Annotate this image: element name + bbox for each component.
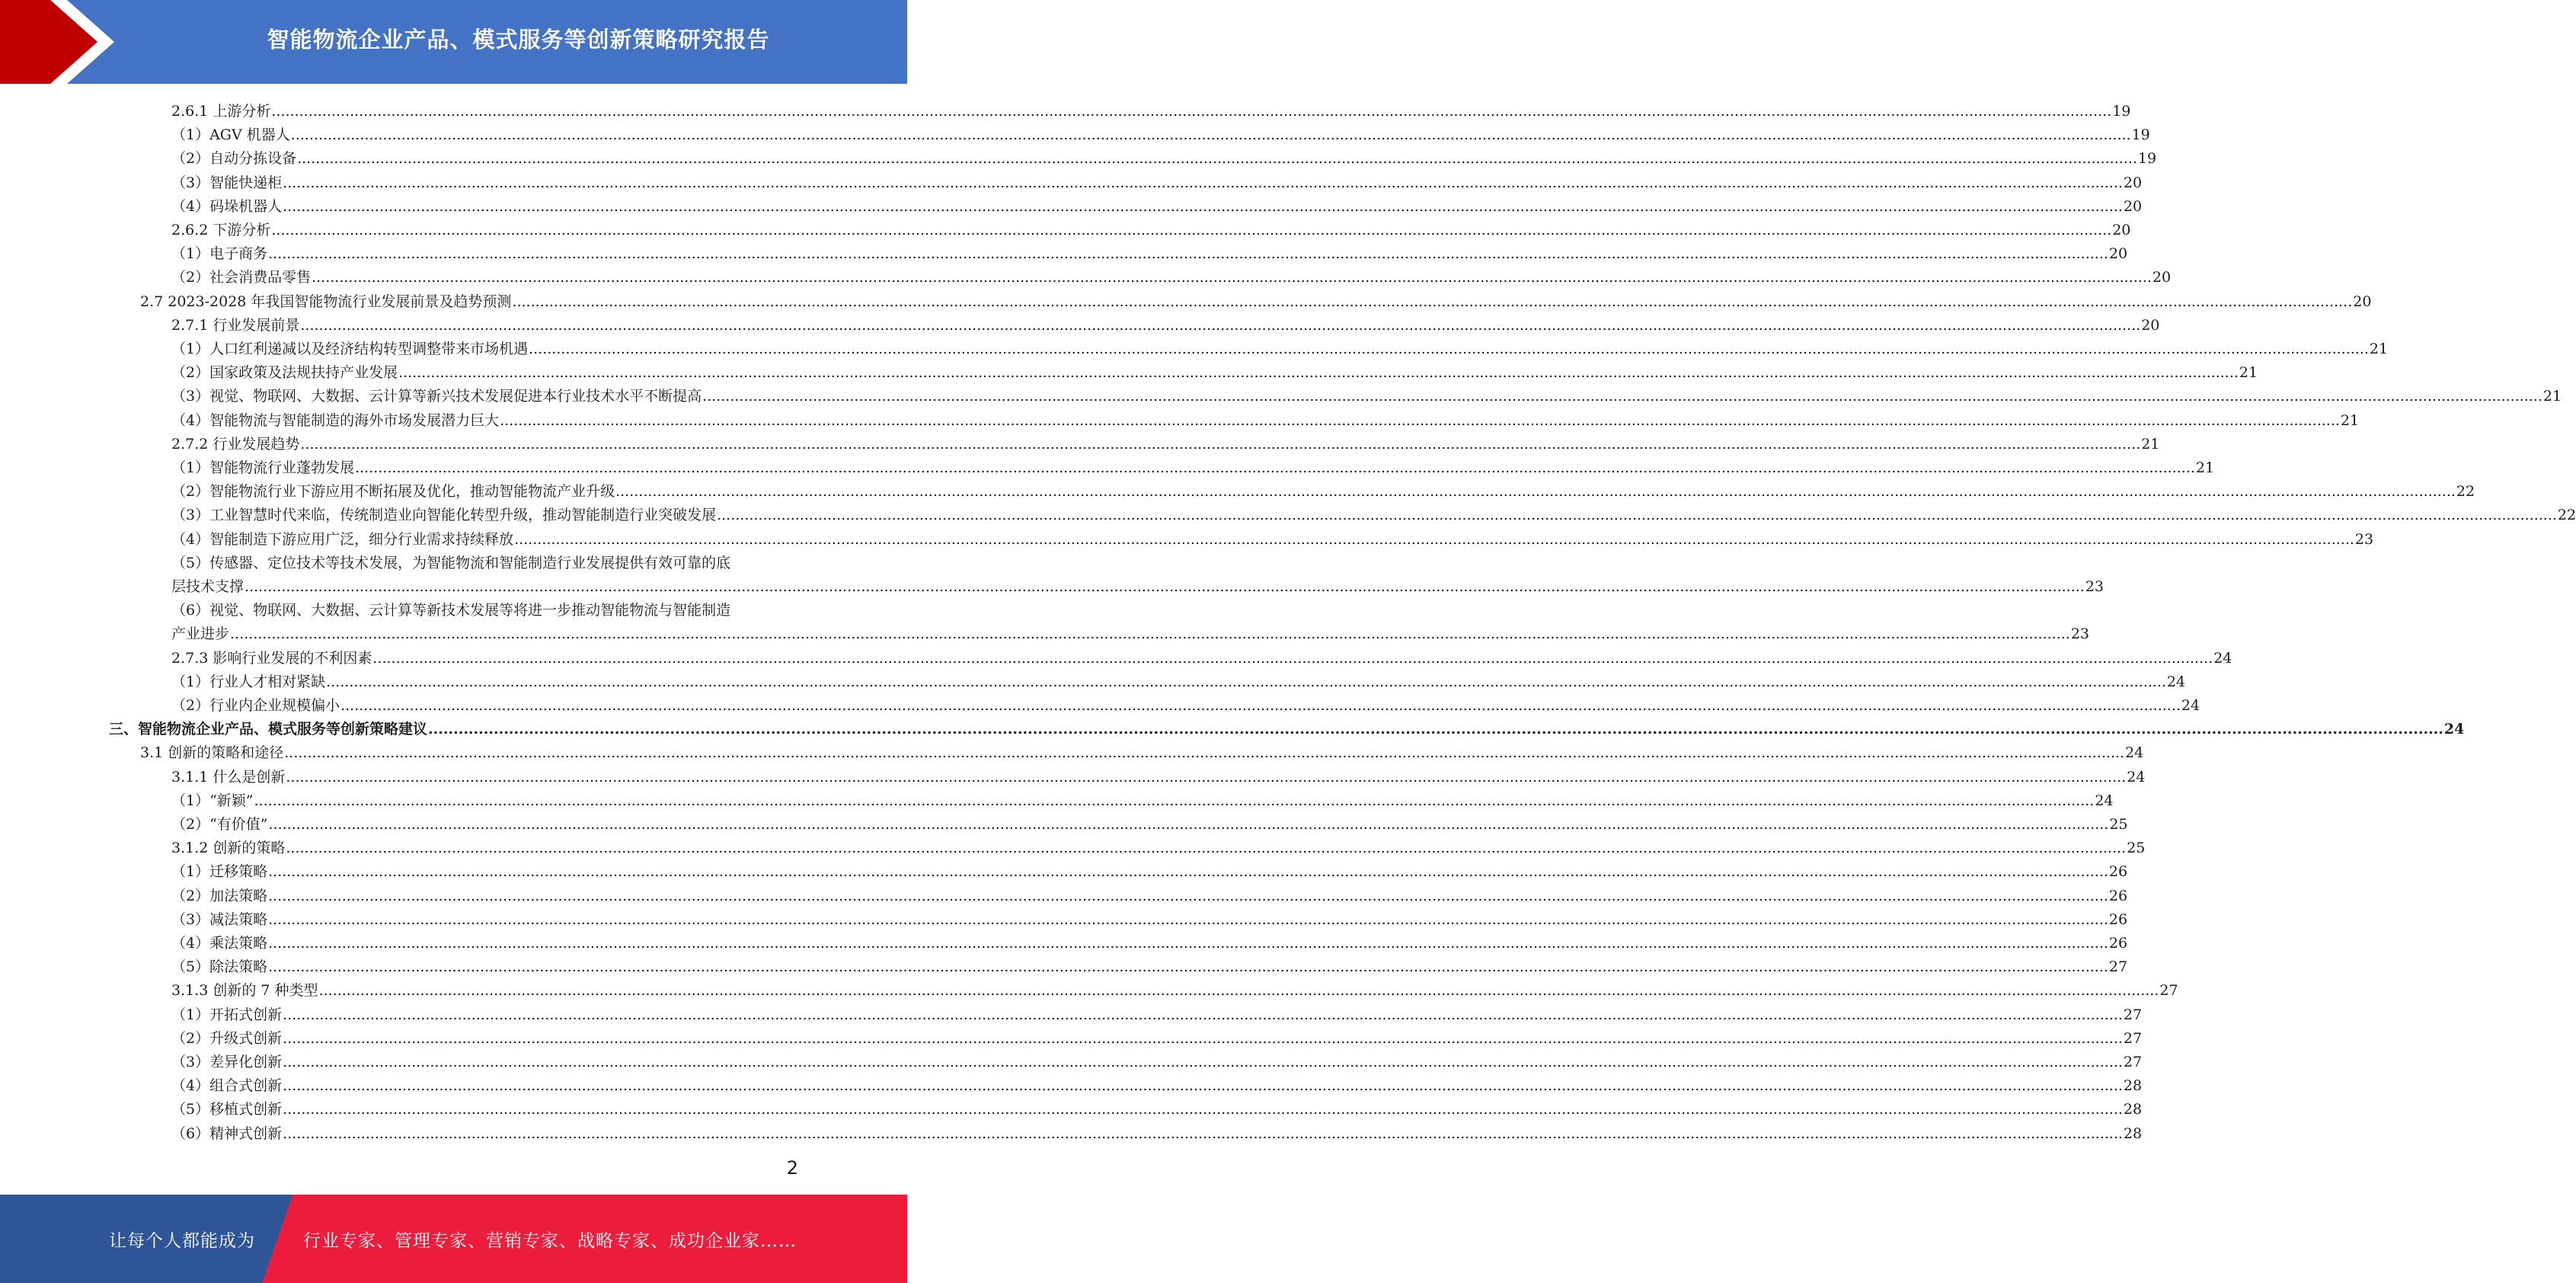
toc-entry-label: （3）视觉、物联网、大数据、云计算等新兴技术发展促进本行业技术水平不断提高	[171, 388, 702, 405]
toc-leader-dots: ................................................................................................................................................................................................................................................................................................................................................................................................................	[318, 982, 2159, 1000]
toc-entry-label: （2）行业内企业规模偏小	[171, 697, 340, 714]
toc-entry-label: （1）人口红利递减以及经济结构转型调整带来市场机遇	[171, 341, 529, 357]
toc-entry-label: 2.6.1 上游分析	[171, 103, 271, 120]
toc-entry-label: （1）迁移策略	[171, 863, 268, 881]
toc-page-number: 21	[2239, 364, 2258, 382]
toc-entry[interactable]	[171, 358, 2258, 382]
toc-page-number: 24	[2166, 673, 2186, 690]
toc-entry[interactable]	[171, 833, 2146, 857]
toc-entry[interactable]	[171, 691, 2200, 715]
toc-entry-label: （5）除法策略	[171, 958, 268, 976]
toc-leader-dots: ................................................................................................................................................................................................................................................................................................................................................................................................................	[529, 341, 2369, 357]
toc-entry-label: （5）移植式创新	[171, 1101, 283, 1118]
toc-page-number: 21	[2340, 411, 2360, 429]
toc-entry-label: （3）差异化创新	[171, 1054, 283, 1070]
page-header	[0, 0, 907, 84]
toc-page-number: 23	[2085, 578, 2105, 595]
toc-entry-label: 3.1.3 创新的 7 种类型	[171, 982, 318, 1000]
toc-entry-label: （1）电子商务	[171, 245, 268, 263]
toc-leader-dots: ................................................................................................................................................................................................................................................................................................................................................................................................................	[326, 673, 2166, 690]
toc-leader-dots: ................................................................................................................................................................................................................................................................................................................................................................................................................	[283, 1125, 2123, 1142]
toc-page-number: 24	[2095, 792, 2114, 809]
toc-entry[interactable]	[171, 334, 2389, 358]
toc-entry-label: （2）升级式创新	[171, 1029, 283, 1047]
toc-entry[interactable]	[109, 715, 2465, 738]
toc-entry[interactable]	[171, 667, 2186, 691]
toc-entry-label: （3）工业智慧时代来临，传统制造业向智能化转型升级，推动智能制造行业突破发展	[171, 507, 717, 524]
toc-entry-label: 2.6.2 下游分析	[171, 222, 271, 238]
toc-page-number: 20	[2112, 222, 2131, 238]
toc-leader-dots: ................................................................................................................................................................................................................................................................................................................................................................................................................	[284, 744, 2125, 762]
toc-leader-dots: ................................................................................................................................................................................................................................................................................................................................................................................................................	[268, 910, 2108, 928]
toc-entry-label: （2）加法策略	[171, 887, 268, 904]
toc-entry[interactable]	[171, 786, 2114, 810]
toc-entry[interactable]	[171, 644, 2232, 667]
toc-leader-dots: ................................................................................................................................................................................................................................................................................................................................................................................................................	[244, 578, 2085, 595]
toc-entry[interactable]	[171, 952, 2128, 976]
toc-entry[interactable]	[171, 430, 2160, 453]
toc-entry[interactable]	[171, 549, 797, 572]
toc-leader-dots: ................................................................................................................................................................................................................................................................................................................................................................................................................	[283, 1006, 2123, 1023]
toc-page-number: 19	[2137, 150, 2157, 168]
toc-entry-label: （3）减法策略	[171, 910, 268, 928]
toc-entry[interactable]	[171, 239, 2128, 263]
toc-page-number: 20	[2108, 245, 2128, 263]
toc-entry-label: 2.7.2 行业发展趋势	[171, 435, 300, 453]
toc-entry[interactable]	[171, 1024, 2143, 1048]
footer-slogan-left: 让每个人都能成为	[109, 1230, 255, 1251]
toc-page-number: 24	[2127, 768, 2146, 785]
toc-entry-label: 层技术支撑	[171, 578, 244, 595]
toc-leader-dots: ................................................................................................................................................................................................................................................................................................................................................................................................................	[268, 887, 2108, 904]
toc-page-number: 27	[2123, 1006, 2143, 1023]
toc-leader-dots: ................................................................................................................................................................................................................................................................................................................................................................................................................	[268, 958, 2108, 976]
toc-leader-dots: ................................................................................................................................................................................................................................................................................................................................................................................................................	[286, 768, 2127, 785]
toc-page-number: 20	[2141, 316, 2160, 334]
toc-page-number: 24	[2443, 721, 2465, 738]
toc-entry[interactable]	[171, 881, 2128, 905]
toc-entry-label: （1）开拓式创新	[171, 1006, 283, 1023]
page-footer	[0, 1195, 907, 1283]
toc-leader-dots: ................................................................................................................................................................................................................................................................................................................................................................................................................	[283, 1077, 2123, 1095]
toc-page-number: 24	[2181, 697, 2200, 714]
toc-entry-label: （4）组合式创新	[171, 1077, 283, 1095]
toc-leader-dots: ................................................................................................................................................................................................................................................................................................................................................................................................................	[268, 863, 2108, 881]
header-red-chevron	[0, 0, 122, 84]
toc-entry[interactable]	[171, 1095, 2143, 1118]
toc-page-number: 27	[2108, 958, 2128, 976]
header-title: 智能物流企业产品、模式服务等创新策略研究报告	[267, 26, 770, 53]
toc-page-number: 24	[2213, 649, 2232, 667]
toc-entry-label: 产业进步	[171, 626, 230, 643]
toc-entry-label: （4）码垛机器人	[171, 197, 283, 215]
toc-leader-dots: ................................................................................................................................................................................................................................................................................................................................................................................................................	[512, 293, 2353, 310]
toc-entry-label: 2.7.1 行业发展前景	[171, 316, 300, 334]
toc-entry-label: （4）乘法策略	[171, 935, 268, 952]
toc-entry-label: 3.1.2 创新的策略	[171, 840, 286, 857]
toc-entry-label: （3）智能快递柜	[171, 174, 283, 191]
toc-entry[interactable]	[171, 763, 2146, 786]
toc-page-number: 26	[2108, 887, 2128, 904]
toc-entry-label: （2）自动分拣设备	[171, 150, 297, 168]
toc-leader-dots: ................................................................................................................................................................................................................................................................................................................................................................................................................	[398, 364, 2239, 382]
toc-leader-dots: ................................................................................................................................................................................................................................................................................................................................................................................................................	[230, 626, 2070, 643]
toc-leader-dots: ................................................................................................................................................................................................................................................................................................................................................................................................................	[372, 649, 2213, 667]
toc-entry[interactable]	[171, 406, 2360, 430]
toc-entry[interactable]	[171, 905, 2128, 929]
toc-entry[interactable]	[171, 168, 2143, 192]
toc-entry[interactable]	[171, 1048, 2143, 1071]
toc-page-number: 19	[2112, 103, 2131, 120]
footer-slogan-right: 行业专家、管理专家、营销专家、战略专家、成功企业家……	[303, 1230, 797, 1251]
toc-entry[interactable]	[171, 263, 2172, 286]
toc-entry[interactable]	[171, 857, 2128, 881]
toc-page-number: 20	[2123, 174, 2143, 191]
toc-page-number: 21	[2141, 435, 2160, 453]
toc-entry[interactable]	[140, 738, 2144, 762]
toc-page-number: 19	[2131, 126, 2150, 144]
toc-entry-label: （1）“新颖”	[171, 792, 254, 809]
toc-entry[interactable]	[171, 525, 2374, 549]
toc-entry[interactable]	[171, 453, 2215, 477]
toc-page-number: 23	[2070, 626, 2090, 643]
toc-entry[interactable]	[140, 287, 2372, 311]
toc-entry[interactable]	[171, 572, 2105, 596]
toc-entry-label: （6）视觉、物联网、大数据、云计算等新技术发展等将进一步推动智能物流与智能制造	[171, 602, 731, 619]
page-number: 2	[786, 1157, 798, 1179]
toc-page-number: 28	[2123, 1101, 2143, 1118]
toc-leader-dots: ................................................................................................................................................................................................................................................................................................................................................................................................................	[428, 721, 2443, 738]
toc-leader-dots: ................................................................................................................................................................................................................................................................................................................................................................................................................	[500, 411, 2340, 429]
toc-leader-dots: ................................................................................................................................................................................................................................................................................................................................................................................................................	[268, 816, 2109, 833]
toc-leader-dots: ................................................................................................................................................................................................................................................................................................................................................................................................................	[297, 150, 2137, 168]
toc-page-number: 27	[2123, 1029, 2143, 1047]
toc-page-number: 26	[2108, 935, 2128, 952]
toc-entry-label: （2）国家政策及法规扶持产业发展	[171, 364, 398, 382]
toc-page-number: 25	[2109, 816, 2128, 833]
toc-entry-label: （2）智能物流行业下游应用不断拓展及优化，推动智能物流产业升级	[171, 483, 615, 501]
toc-leader-dots: ................................................................................................................................................................................................................................................................................................................................................................................................................	[268, 935, 2108, 952]
toc-leader-dots: ................................................................................................................................................................................................................................................................................................................................................................................................................	[290, 126, 2131, 144]
toc-entry-label: （1）智能物流行业蓬勃发展	[171, 459, 355, 476]
toc-entry[interactable]	[171, 382, 2562, 405]
toc-entry[interactable]	[171, 596, 797, 619]
toc-entry[interactable]	[171, 1119, 2143, 1143]
toc-leader-dots: ................................................................................................................................................................................................................................................................................................................................................................................................................	[300, 435, 2141, 453]
toc-entry-label: （2）“有价值”	[171, 816, 268, 833]
toc-page-number: 22	[2557, 507, 2576, 524]
toc-page-number: 20	[2123, 197, 2143, 215]
toc-entry-label: （1）AGV 机器人	[171, 126, 290, 144]
toc-leader-dots: ................................................................................................................................................................................................................................................................................................................................................................................................................	[717, 507, 2557, 524]
toc-entry[interactable]	[171, 501, 2576, 524]
toc-entry-label: 2.7.3 影响行业发展的不利因素	[171, 649, 372, 667]
toc-entry-label: （1）行业人才相对紧缺	[171, 673, 326, 690]
toc-leader-dots: ................................................................................................................................................................................................................................................................................................................................................................................................................	[615, 483, 2456, 501]
toc-page-number: 27	[2123, 1054, 2143, 1070]
toc-page-number: 21	[2542, 388, 2562, 405]
toc-entry[interactable]	[171, 1000, 2143, 1024]
toc-leader-dots: ................................................................................................................................................................................................................................................................................................................................................................................................................	[271, 103, 2112, 120]
toc-leader-dots: ................................................................................................................................................................................................................................................................................................................................................................................................................	[312, 269, 2152, 286]
toc-entry[interactable]	[171, 1071, 2143, 1095]
toc-entry[interactable]	[171, 311, 2160, 334]
toc-entry[interactable]	[171, 144, 2157, 168]
toc-leader-dots: ................................................................................................................................................................................................................................................................................................................................................................................................................	[300, 316, 2141, 334]
toc-entry[interactable]	[171, 619, 2090, 643]
toc-leader-dots: ................................................................................................................................................................................................................................................................................................................................................................................................................	[514, 530, 2354, 548]
toc-page-number: 21	[2195, 459, 2215, 476]
toc-leader-dots: ................................................................................................................................................................................................................................................................................................................................................................................................................	[283, 1054, 2123, 1070]
toc-leader-dots: ................................................................................................................................................................................................................................................................................................................................................................................................................	[283, 197, 2123, 215]
toc-page-number: 24	[2125, 744, 2144, 762]
toc-entry-label: （4）智能制造下游应用广泛，细分行业需求持续释放	[171, 530, 514, 548]
toc-leader-dots: ................................................................................................................................................................................................................................................................................................................................................................................................................	[283, 1101, 2123, 1118]
toc-leader-dots: ................................................................................................................................................................................................................................................................................................................................................................................................................	[702, 388, 2542, 405]
toc-page-number: 26	[2108, 863, 2128, 881]
toc-entry[interactable]	[171, 810, 2128, 833]
toc-entry-label: 三、智能物流企业产品、模式服务等创新策略建议	[109, 721, 428, 738]
toc-entry[interactable]	[171, 120, 2150, 144]
toc-leader-dots: ................................................................................................................................................................................................................................................................................................................................................................................................................	[286, 840, 2127, 857]
toc-leader-dots: ................................................................................................................................................................................................................................................................................................................................................................................................................	[268, 245, 2108, 263]
toc-entry[interactable]	[171, 97, 2131, 120]
toc-leader-dots: ................................................................................................................................................................................................................................................................................................................................................................................................................	[283, 1029, 2123, 1047]
toc-entry[interactable]	[171, 477, 2475, 501]
toc-page-number: 21	[2369, 341, 2389, 357]
toc-entry[interactable]	[171, 976, 2178, 1000]
toc-entry-label: 3.1.1 什么是创新	[171, 768, 286, 785]
toc-page-number: 22	[2456, 483, 2475, 501]
toc-entry[interactable]	[171, 216, 2131, 239]
toc-entry-label: 2.7 2023-2028 年我国智能物流行业发展前景及趋势预测	[140, 293, 512, 310]
toc-leader-dots: ................................................................................................................................................................................................................................................................................................................................................................................................................	[254, 792, 2095, 809]
toc-entry-label: 3.1 创新的策略和途径	[140, 744, 284, 762]
toc-leader-dots: ................................................................................................................................................................................................................................................................................................................................................................................................................	[340, 697, 2181, 714]
toc-entry-label: （2）社会消费品零售	[171, 269, 312, 286]
toc-entry[interactable]	[171, 929, 2128, 952]
toc-page-number: 27	[2159, 982, 2178, 1000]
toc-entry-label: （5）传感器、定位技术等技术发展，为智能物流和智能制造行业发展提供有效可靠的底	[171, 554, 731, 571]
toc-leader-dots: ................................................................................................................................................................................................................................................................................................................................................................................................................	[283, 174, 2123, 191]
toc-entry[interactable]	[171, 192, 2143, 216]
toc-entry-label: （4）智能物流与智能制造的海外市场发展潜力巨大	[171, 411, 500, 429]
toc-page-number: 26	[2108, 910, 2128, 928]
toc-page-number: 25	[2127, 840, 2146, 857]
toc-page-number: 20	[2353, 293, 2372, 310]
toc-leader-dots: ................................................................................................................................................................................................................................................................................................................................................................................................................	[271, 222, 2112, 238]
toc-page-number: 20	[2152, 269, 2172, 286]
toc-page-number: 28	[2123, 1125, 2143, 1142]
toc-entry-label: （6）精神式创新	[171, 1125, 283, 1142]
toc-page-number: 28	[2123, 1077, 2143, 1095]
toc-leader-dots: ................................................................................................................................................................................................................................................................................................................................................................................................................	[355, 459, 2195, 476]
toc-page-number: 23	[2354, 530, 2374, 548]
